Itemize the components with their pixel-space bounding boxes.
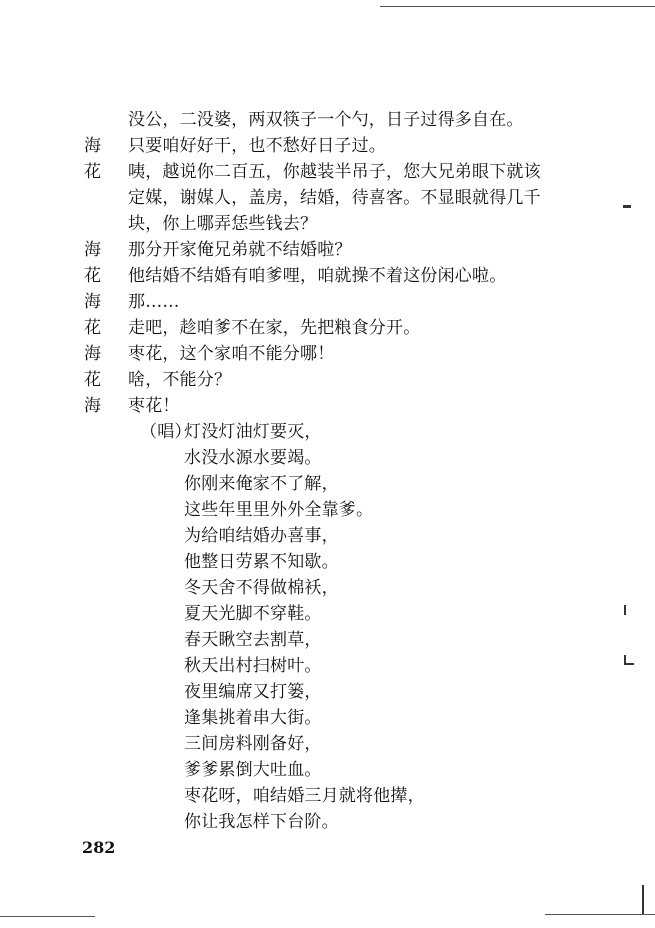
- line-7-speaker: 海: [84, 292, 101, 312]
- scan-edge-bottom-left: [0, 916, 95, 917]
- line-6-speaker: 花: [84, 266, 101, 286]
- song-verse: 夜里编席又打篓，: [184, 682, 322, 702]
- song-verse: 爹爹累倒大吐血。: [184, 760, 322, 780]
- line-1-speaker: 海: [84, 136, 101, 156]
- line-9-speaker: 海: [84, 344, 101, 364]
- line-9-text: 枣花，这个家咱不能分哪！: [128, 344, 335, 364]
- song-verse: 水没水源水要竭。: [184, 448, 322, 468]
- scan-edge-bottom-right: [545, 914, 655, 915]
- scan-edge-top: [380, 6, 655, 7]
- scan-mark-right: [623, 205, 631, 208]
- scan-edge-right-bar: [642, 885, 644, 915]
- line-2-text: 咦，越说你二百五，你越装半吊子，您大兄弟眼下就该: [128, 162, 541, 182]
- line-8-speaker: 花: [84, 318, 101, 338]
- song-verse: 这些年里里外外全靠爹。: [184, 500, 374, 520]
- line-10-text: 啥，不能分？: [128, 370, 232, 390]
- line-5-text: 那分开家俺兄弟就不结婚啦？: [128, 240, 352, 260]
- song-verse: 逢集挑着串大街。: [184, 708, 322, 728]
- song-verse: 枣花呀，咱结婚三月就将他撵，: [184, 786, 425, 806]
- line-10-speaker: 花: [84, 370, 101, 390]
- song-verse: 你让我怎样下台阶。: [184, 812, 339, 832]
- song-verse: 为给咱结婚办喜事，: [184, 526, 339, 546]
- page-number: 282: [82, 838, 116, 857]
- song-verse: 灯没灯油灯要灭，: [184, 422, 322, 442]
- song-verse: 秋天出村扫树叶。: [184, 656, 322, 676]
- line-1-text: 只要咱好好干，也不愁好日子过。: [128, 136, 386, 156]
- line-5-speaker: 海: [84, 240, 101, 260]
- scan-mark-right-2: [624, 605, 626, 615]
- song-verse: 春天瞅空去割草，: [184, 630, 322, 650]
- scan-mark-right-3: [624, 655, 634, 665]
- line-3-text: 定媒，谢媒人，盖房，结婚，待喜客。不显眼就得几千: [128, 188, 541, 208]
- line-2-speaker: 花: [84, 162, 101, 182]
- line-11-speaker: 海: [84, 396, 101, 416]
- line-4-text: 块，你上哪弄恁些钱去？: [128, 214, 318, 234]
- line-6-text: 他结婚不结婚有咱爹哩，咱就操不着这份闲心啦。: [128, 266, 507, 286]
- line-11-text: 枣花！: [128, 396, 180, 416]
- song-verse: 他整日劳累不知歇。: [184, 552, 339, 572]
- line-7-text: 那……: [128, 292, 180, 312]
- line-0-text: 没公，二没婆，两双筷子一个勺，日子过得多自在。: [128, 110, 524, 130]
- line-8-text: 走吧，趁咱爹不在家，先把粮食分开。: [128, 318, 421, 338]
- song-verse: 你刚来俺家不了解，: [184, 474, 339, 494]
- song-verse: 冬天舍不得做棉袄，: [184, 578, 339, 598]
- song-verse: 三间房料刚备好，: [184, 734, 322, 754]
- song-verse: 夏天光脚不穿鞋。: [184, 604, 322, 624]
- song-marker: （唱）: [140, 422, 192, 442]
